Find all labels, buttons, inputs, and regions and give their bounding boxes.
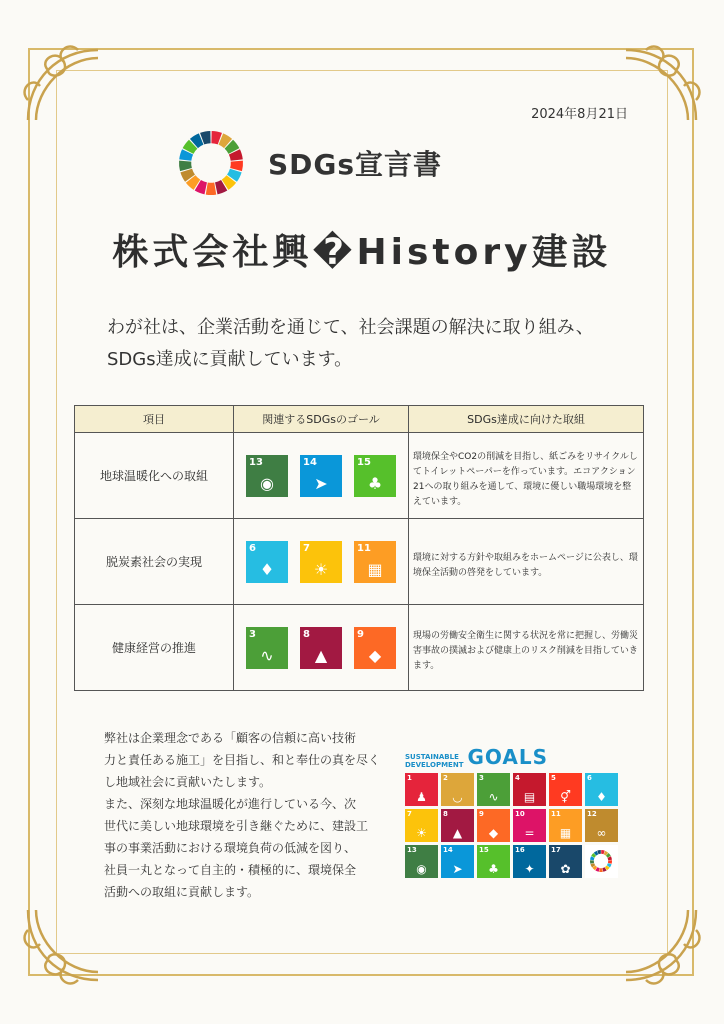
sdg-tile-number: 10 bbox=[515, 810, 525, 818]
book-icon: ▤ bbox=[523, 790, 536, 804]
growth-chart-icon: ▲ bbox=[452, 826, 463, 840]
growth-chart-icon: ▲ bbox=[314, 645, 328, 665]
fish-icon: ➤ bbox=[452, 862, 463, 876]
development-label: DEVELOPMENT bbox=[405, 761, 464, 769]
sdg-tile-number: 13 bbox=[407, 846, 417, 854]
water-drop-icon: ♦ bbox=[596, 790, 607, 804]
wheel-segment bbox=[206, 183, 216, 195]
header-goals: 関連するSDGsのゴール bbox=[234, 406, 409, 433]
sdg-goal-number: 3 bbox=[249, 628, 256, 640]
sun-icon: ☀ bbox=[416, 826, 427, 840]
closing-line: 力と責任ある施工」を目指し、和と奉仕の真を尽く bbox=[104, 753, 381, 767]
bowl-icon: ◡ bbox=[452, 790, 463, 804]
sdg-goal-number: 15 bbox=[357, 456, 371, 468]
title-row bbox=[178, 130, 442, 196]
sdg-goal-7-icon bbox=[300, 541, 342, 583]
water-drop-icon: ♦ bbox=[259, 559, 275, 579]
table-row bbox=[75, 519, 644, 605]
eye-earth-icon: ◉ bbox=[260, 473, 274, 493]
sdg-goal-number: 13 bbox=[249, 456, 263, 468]
row-goals bbox=[234, 519, 409, 605]
heartbeat-icon: ∿ bbox=[488, 790, 499, 804]
sdg-tile-5 bbox=[549, 773, 582, 806]
wheel-segment bbox=[608, 860, 612, 864]
sdg-tile-number: 8 bbox=[443, 810, 448, 818]
sdg-tile-number: 17 bbox=[551, 846, 561, 854]
cubes-icon: ◆ bbox=[368, 645, 382, 665]
sdg-tile-number: 4 bbox=[515, 774, 520, 782]
sdg-goal-8-icon bbox=[300, 627, 342, 669]
sdg-tile-3 bbox=[477, 773, 510, 806]
header-actions: SDGs達成に向けた取組 bbox=[409, 406, 644, 433]
sdg-tile-number: 9 bbox=[479, 810, 484, 818]
sdg-tile-15 bbox=[477, 845, 510, 878]
row-description: 現場の労働安全衛生に関する状況を常に把握し、労働災害事故の撲滅および健康上のリスク削減を目指していきます。 bbox=[409, 605, 644, 691]
row-item: 地球温暖化への取組 bbox=[75, 433, 234, 519]
sdg-tile-number: 15 bbox=[479, 846, 489, 854]
intro-statement bbox=[107, 312, 594, 376]
tree-icon: ♣ bbox=[367, 473, 383, 493]
sdg-tile-6 bbox=[585, 773, 618, 806]
closing-line: 社員一丸となって自主的・積極的に、環境保全 bbox=[104, 863, 357, 877]
sdg-goal-13-icon bbox=[246, 455, 288, 497]
equal-icon: = bbox=[524, 826, 535, 840]
sdg-goal-9-icon bbox=[354, 627, 396, 669]
heartbeat-icon: ∿ bbox=[260, 645, 274, 665]
sdg-goal-number: 9 bbox=[357, 628, 364, 640]
gender-icon: ⚥ bbox=[560, 790, 571, 804]
sdg-tile-number: 1 bbox=[407, 774, 412, 782]
ornament-corner-icon bbox=[18, 898, 110, 990]
sdg-tile-10 bbox=[513, 809, 546, 842]
people-icon: ♟ bbox=[416, 790, 427, 804]
closing-line: 弊社は企業理念である「顧客の信頼に高い技術 bbox=[104, 731, 357, 745]
declaration-title: SDGs宣言書 bbox=[268, 148, 443, 181]
sun-icon: ☀ bbox=[313, 559, 329, 579]
company-name: 株式会社興�History建設 bbox=[112, 232, 612, 273]
table-header-row bbox=[75, 406, 644, 433]
sdg-tile-14 bbox=[441, 845, 474, 878]
closing-statement bbox=[104, 727, 390, 903]
sdg-tile-8 bbox=[441, 809, 474, 842]
cubes-icon: ◆ bbox=[488, 826, 499, 840]
sdg-goal-number: 6 bbox=[249, 542, 256, 554]
row-description: 環境に対する方針や取組みをホームページに公表し、環境保全活動の啓発をしています。 bbox=[409, 519, 644, 605]
sdg-tile-16 bbox=[513, 845, 546, 878]
declaration-date: 2024年8月21日 bbox=[531, 107, 628, 122]
table-row bbox=[75, 605, 644, 691]
wheel-segment bbox=[590, 860, 594, 864]
sdg-tile-7 bbox=[405, 809, 438, 842]
table-row bbox=[75, 433, 644, 519]
eye-earth-icon: ◉ bbox=[416, 862, 427, 876]
row-goals bbox=[234, 605, 409, 691]
fish-icon: ➤ bbox=[314, 473, 328, 493]
sdg-tile-number: 16 bbox=[515, 846, 525, 854]
closing-line: 活動への取組に貢献します。 bbox=[104, 885, 260, 899]
sdg-tile-11 bbox=[549, 809, 582, 842]
intro-line: わが社は、企業活動を通じて、社会課題の解決に取り組み、 bbox=[107, 317, 594, 338]
sdg-tile-4 bbox=[513, 773, 546, 806]
dove-icon: ✦ bbox=[524, 862, 535, 876]
sdg-goals-poster bbox=[405, 745, 625, 878]
sdg-tile-number: 2 bbox=[443, 774, 448, 782]
closing-line: また、深刻な地球温暖化が進行している今、次 bbox=[104, 797, 357, 811]
wheel-segment bbox=[599, 868, 603, 872]
sdg-wheel-icon bbox=[178, 130, 244, 196]
ornament-corner-icon bbox=[18, 40, 110, 132]
closing-line: 世代に美しい地球環境を引き継ぐために、建設工 bbox=[104, 819, 369, 833]
sdg-poster-title bbox=[405, 745, 625, 769]
ornament-corner-icon bbox=[614, 898, 706, 990]
buildings-icon: ▦ bbox=[559, 826, 572, 840]
sdg-goals-table bbox=[74, 405, 644, 691]
row-goals bbox=[234, 433, 409, 519]
sdg-goal-6-icon bbox=[246, 541, 288, 583]
buildings-icon: ▦ bbox=[367, 559, 383, 579]
row-description: 環境保全やCO2の削減を目指し、紙ごみをリサイクルしてトイレットペーパーを作っています。エコアクション21への取り組みを通して、環境に優しい職場環境を整えています。 bbox=[409, 433, 644, 519]
sdg-tile-number: 7 bbox=[407, 810, 412, 818]
goals-label: GOALS bbox=[467, 745, 548, 769]
closing-line: し地域社会に貢献いたします。 bbox=[104, 775, 272, 789]
sdg-tile-number: 12 bbox=[587, 810, 597, 818]
sdg-tile-12 bbox=[585, 809, 618, 842]
sdg-goal-number: 8 bbox=[303, 628, 310, 640]
sdg-goal-14-icon bbox=[300, 455, 342, 497]
header-item: 項目 bbox=[75, 406, 234, 433]
sdg-tile-number: 5 bbox=[551, 774, 556, 782]
sdg-tile-grid bbox=[405, 773, 625, 878]
sdg-tile-9 bbox=[477, 809, 510, 842]
tree-icon: ♣ bbox=[488, 862, 499, 876]
sdg-goal-number: 11 bbox=[357, 542, 371, 554]
infinity-icon: ∞ bbox=[596, 826, 607, 840]
sdg-goal-15-icon bbox=[354, 455, 396, 497]
sdg-tile-number: 6 bbox=[587, 774, 592, 782]
sdg-tile-17 bbox=[549, 845, 582, 878]
row-item: 脱炭素社会の実現 bbox=[75, 519, 234, 605]
intro-line: SDGs達成に貢献しています。 bbox=[107, 349, 353, 370]
row-item: 健康経営の推進 bbox=[75, 605, 234, 691]
sdg-tile-number: 3 bbox=[479, 774, 484, 782]
sdg-tile-1 bbox=[405, 773, 438, 806]
closing-line: 事の事業活動における環境負荷の低減を図り、 bbox=[104, 841, 357, 855]
sdg-goal-number: 14 bbox=[303, 456, 317, 468]
sdg-tile-number: 11 bbox=[551, 810, 561, 818]
sdg-goal-11-icon bbox=[354, 541, 396, 583]
sdg-goal-3-icon bbox=[246, 627, 288, 669]
sdg-tile-number: 14 bbox=[443, 846, 453, 854]
flower-icon: ✿ bbox=[560, 862, 571, 876]
sdg-tile-2 bbox=[441, 773, 474, 806]
sdg-goal-number: 7 bbox=[303, 542, 310, 554]
sdg-tile-13 bbox=[405, 845, 438, 878]
sdg-wheel-icon bbox=[585, 845, 618, 878]
sustainable-label: SUSTAINABLE bbox=[405, 753, 459, 761]
